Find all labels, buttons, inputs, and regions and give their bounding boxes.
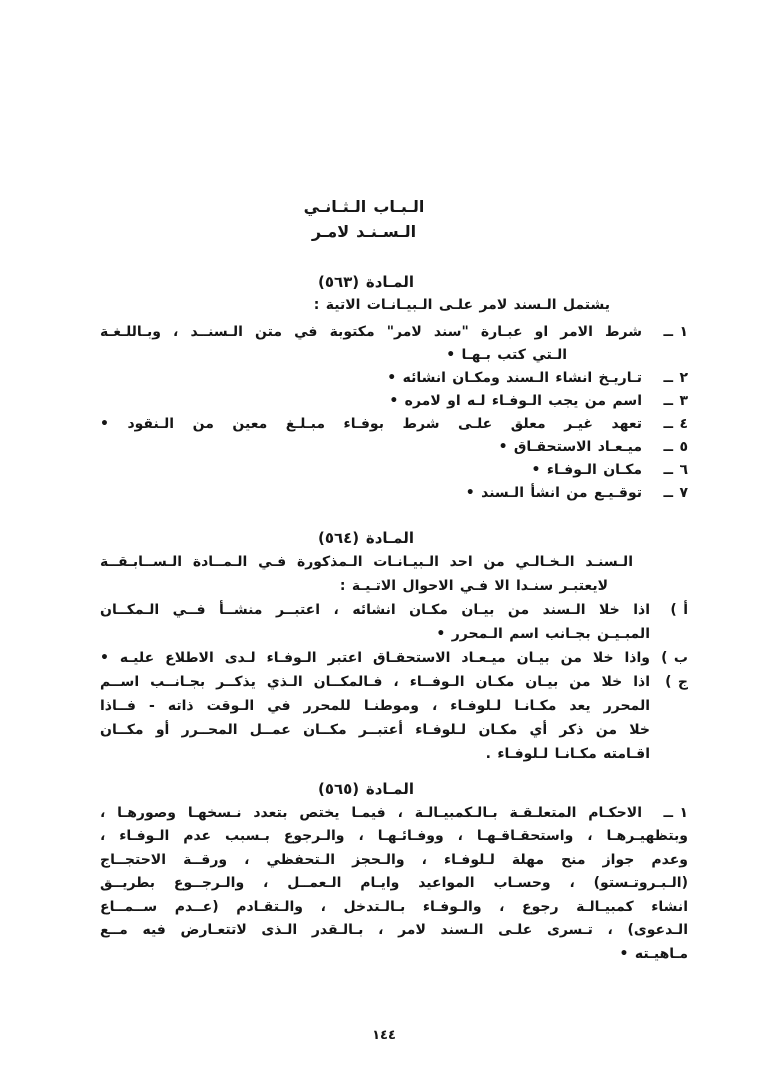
item-text: اذا خلا من بيـان مكـان الـوفــاء ، فـالمكــان الـذي يذكــر بجـانــب اســم المحرر يعد مكـانـا لـلوفـاء ، وموطنـا للمحرر في الـوقت ذاته - فــاذا خلا من ذكر أي مكـان لـلوفـاء أعتبــر مكــان عمــل المحــرر أو مكــان اقـامته مكـانـا لـلوفـاء . — [100, 674, 650, 762]
document-content — [100, 0, 688, 966]
item-text: تـاريـخ انشاء الـسند ومكـان انشائه • — [387, 370, 642, 386]
list-item-7 — [100, 482, 688, 505]
list-item-a — [100, 598, 688, 646]
item-text: اذا خلا الـسند من بيـان مكـان انشائه ، اعتبــر منشــأ فــي الـمكــان المبـيـن بجـانب اسم الـمحرر • — [100, 602, 650, 642]
article-563-items — [100, 321, 688, 505]
page-number: ١٤٤ — [372, 1028, 396, 1043]
item-text: شرط الامر او عبـارة "سند لامر" مكتوبة في متن الـسنــد ، وبـاللـغـة الـتي كتب بـهـا • — [100, 324, 642, 363]
item-text: مكـان الـوفـاء • — [531, 462, 642, 478]
item-marker: ٧ ــ — [663, 485, 688, 501]
item-marker: ١ ــ — [663, 804, 688, 821]
list-item-b — [100, 646, 688, 670]
item-marker: ج ) — [665, 674, 688, 690]
chapter-header — [70, 0, 658, 244]
list-item-4 — [100, 413, 688, 436]
article-564 — [100, 526, 688, 766]
item-text: ميـعـاد الاستحقـاق • — [498, 439, 642, 455]
article-563-intro: يشتمل الـسند لامر علـى الـبيـانـات الاتية : — [313, 297, 610, 313]
item-marker: ٤ ــ — [663, 416, 688, 432]
list-item-2 — [100, 367, 688, 390]
item-text: واذا خلا من بيـان ميـعـاد الاستحقـاق اعتبر الـوفـاء لـدى الاطلاع عليـه • — [100, 650, 650, 666]
list-item-6 — [100, 459, 688, 482]
article-563 — [100, 271, 688, 505]
article-564-heading: المـادة (٥٦٤) — [317, 529, 415, 547]
chapter-title: الـبـاب الـثـانـي — [303, 197, 425, 216]
item-text: توقـيـع من انشأ الـسند • — [465, 485, 642, 501]
item-marker: أ ) — [670, 602, 688, 618]
list-item-1 — [100, 802, 688, 967]
list-item-5 — [100, 436, 688, 459]
item-marker: ب ) — [661, 650, 688, 666]
article-565 — [100, 778, 688, 966]
item-marker: ١ ــ — [663, 324, 688, 340]
article-563-heading: المـادة (٥٦٣) — [317, 273, 415, 291]
article-564-items — [100, 598, 688, 766]
list-item-1 — [100, 321, 688, 367]
item-marker: ٦ ــ — [663, 462, 688, 478]
item-text: تعهد غيـر معلق علـى شرط بوفـاء مبـلـغ معين من الـنقود • — [100, 416, 642, 432]
article-565-items — [100, 802, 688, 967]
article-564-intro: الـسنـد الـخـالـي من احد الـبيـانـات الـمذكورة فـي الـمــادة الـســابـقــة لايعتبـر سنـدا الا فـي الاحوال الاتـيـة : — [100, 554, 633, 594]
list-item-3 — [100, 390, 688, 413]
item-text: اسم من يجب الـوفـاء لـه او لامره • — [389, 393, 642, 409]
item-marker: ٢ ــ — [663, 370, 688, 386]
item-marker: ٣ ــ — [663, 393, 688, 409]
chapter-subtitle: الـسـنـد لامـر — [311, 222, 417, 241]
article-565-heading: المـادة (٥٦٥) — [317, 780, 415, 798]
list-item-c — [100, 670, 688, 766]
item-text: الاحكـام المتعلـقـة بـالـكمبيـالـة ، فيمـا يختص بتعدد نـسخهـا وصورهـا ، وبتظهيـرهـا ، واستحقـاقـهـا ، ووفـائـهـا ، والـرجوع بـسبب عدم الـوفـاء ، وعدم جواز منح مهلة لـلوفـاء ، والـحجز الـتحفظي ، ورقــة الاحتجــاج (الـبـروتـستو) ، وحسـاب المواعيد وايـام الـعمــل ، والـرجــوع بطريــق انشاء كمبيـالـة رجوع ، والـوفـاء بـالـتدخل ، والـتقـادم (عــدم ســمــاع الـدعوى) ، تـسرى علـى الـسند لامر ، بـالـقدر الـذى لاتتعـارض فيه مــع مـاهيـته • — [100, 804, 688, 962]
item-marker: ٥ ــ — [663, 439, 688, 455]
